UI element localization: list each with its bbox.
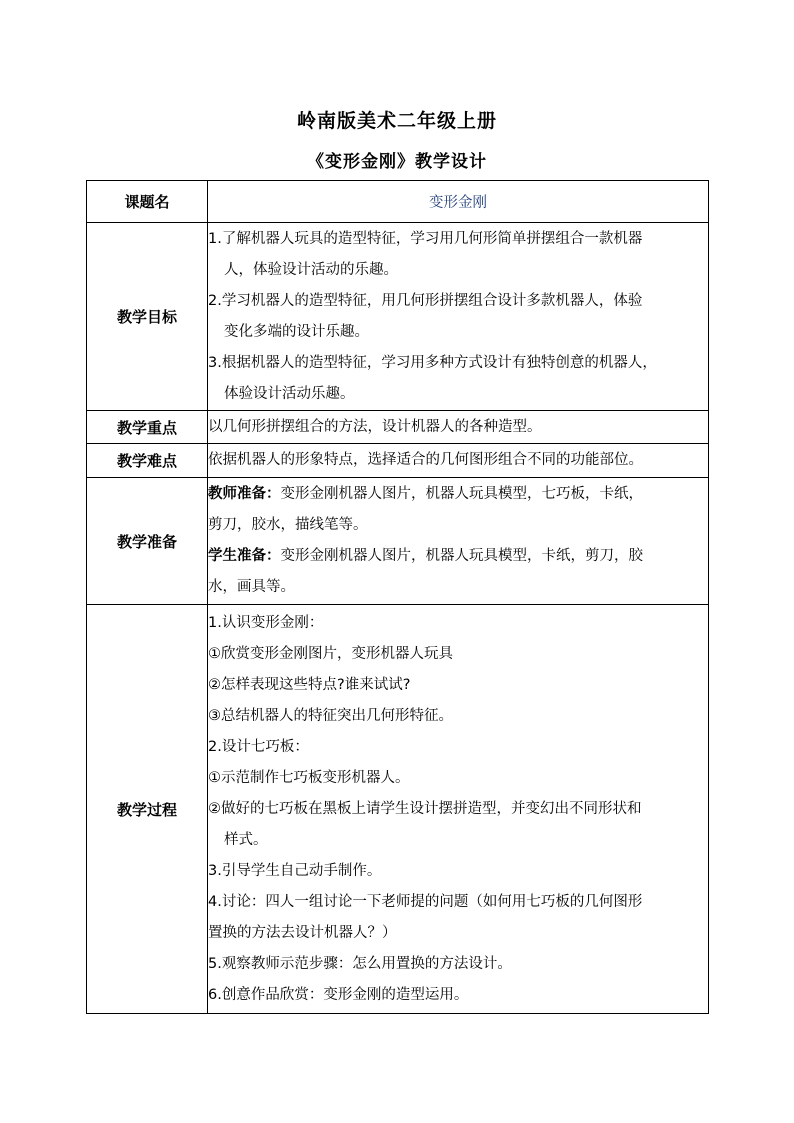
lesson-plan-table xyxy=(86,180,709,1014)
table-row-difficulties xyxy=(87,444,709,478)
process-line: ③总结机器人的特征突出几何形特征。 xyxy=(208,707,453,724)
objective-1-line-1: 1.了解机器人玩具的造型特征，学习用几何形简单拼摆组合一款机器 xyxy=(208,230,643,247)
difficulties-value: 依据机器人的形象特点，选择适合的几何图形组合不同的功能部位。 xyxy=(208,444,709,478)
table-row-process xyxy=(87,605,709,1014)
key-points-value: 以几何形拼摆组合的方法，设计机器人的各种造型。 xyxy=(208,411,709,444)
teacher-prep-text-1: 变形金刚机器人图片，机器人玩具模型，七巧板，卡纸， xyxy=(280,486,643,502)
objective-2-line-1: 2.学习机器人的造型特征，用几何形拼摆组合设计多款机器人，体验 xyxy=(208,292,643,309)
table-row-preparation xyxy=(87,478,709,605)
table-row-key-points xyxy=(87,411,709,444)
process-line: ①示范制作七巧板变形机器人。 xyxy=(208,769,410,786)
preparation-label: 教学准备 xyxy=(87,478,208,605)
page-title: 岭南版美术二年级上册 xyxy=(296,110,497,132)
process-line: ②怎样表现这些特点?谁来试试? xyxy=(208,676,411,693)
objective-3-line-2: 体验设计活动乐趣。 xyxy=(224,385,355,402)
objective-3-line-1: 3.根据机器人的造型特征，学习用多种方式设计有独特创意的机器人， xyxy=(208,354,657,371)
student-prep-heading: 学生准备： xyxy=(208,548,281,564)
table-row-objectives xyxy=(87,223,709,411)
objective-1-line-2: 人，体验设计活动的乐趣。 xyxy=(224,261,398,278)
teacher-prep-text-2: 剪刀，胶水，描线笔等。 xyxy=(208,517,368,533)
teacher-prep-heading: 教师准备： xyxy=(208,486,281,502)
process-line: ①欣赏变形金刚图片，变形机器人玩具 xyxy=(208,645,453,662)
process-line: 样式。 xyxy=(224,831,268,848)
table-row-topic xyxy=(87,181,709,223)
student-prep-text-2: 水，画具等。 xyxy=(208,579,295,595)
process-line: 置换的方法去设计机器人？） xyxy=(208,924,397,941)
process-line: 6.创意作品欣赏：变形金刚的造型运用。 xyxy=(208,986,469,1003)
topic-label: 课题名 xyxy=(87,181,208,223)
key-points-label: 教学重点 xyxy=(87,411,208,444)
objectives-label: 教学目标 xyxy=(87,223,208,411)
process-content xyxy=(208,605,709,1014)
process-line: 2.设计七巧板： xyxy=(208,738,309,755)
student-prep-text-1: 变形金刚机器人图片，机器人玩具模型，卡纸，剪刀，胶 xyxy=(280,548,643,564)
process-line: 3.引导学生自己动手制作。 xyxy=(208,862,382,879)
process-line: 4.讨论：四人一组讨论一下老师提的问题（如何用七巧板的几何图形 xyxy=(208,893,643,910)
process-line: 5.观察教师示范步骤：怎么用置换的方法设计。 xyxy=(208,955,512,972)
process-line: ②做好的七巧板在黑板上请学生设计摆拼造型，并变幻出不同形状和 xyxy=(208,800,642,817)
objective-2-line-2: 变化多端的设计乐趣。 xyxy=(224,323,369,340)
page-subtitle: 《变形金刚》教学设计 xyxy=(307,152,487,172)
preparation-content xyxy=(208,478,709,605)
process-label: 教学过程 xyxy=(87,605,208,1014)
objectives-content xyxy=(208,223,709,411)
difficulties-label: 教学难点 xyxy=(87,444,208,478)
topic-value: 变形金刚 xyxy=(208,181,709,223)
process-line: 1.认识变形金刚： xyxy=(208,614,324,631)
